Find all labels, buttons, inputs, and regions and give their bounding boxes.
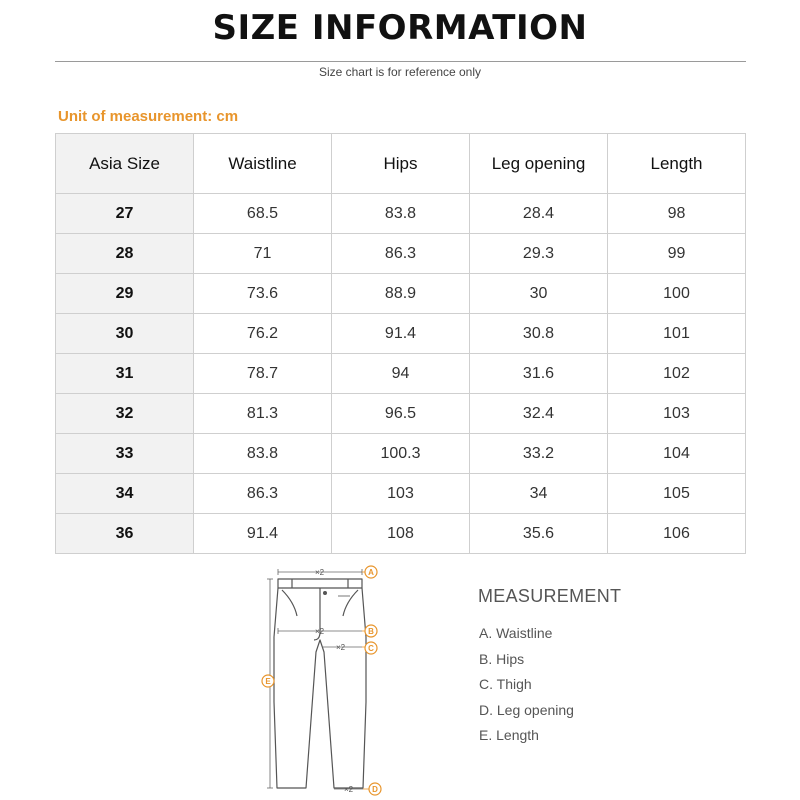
size-cell: 36 <box>56 514 194 554</box>
table-cell: 99 <box>608 234 746 274</box>
table-cell: 103 <box>332 474 470 514</box>
size-table <box>55 133 746 554</box>
table-row <box>56 234 746 274</box>
table-row <box>56 514 746 554</box>
header-hips: Hips <box>332 134 470 194</box>
unit-label: Unit of measurement: cm <box>58 108 239 125</box>
table-row <box>56 354 746 394</box>
header-leg-opening: Leg opening <box>470 134 608 194</box>
table-cell: 86.3 <box>194 474 332 514</box>
measurement-item-thigh: C. Thigh <box>479 676 532 693</box>
table-cell: 78.7 <box>194 354 332 394</box>
size-cell: 32 <box>56 394 194 434</box>
table-cell: 105 <box>608 474 746 514</box>
table-cell: 108 <box>332 514 470 554</box>
table-cell: 76.2 <box>194 314 332 354</box>
table-cell: 102 <box>608 354 746 394</box>
measurement-item-waistline: A. Waistline <box>479 625 553 641</box>
table-cell: 98 <box>608 194 746 234</box>
table-row <box>56 394 746 434</box>
table-cell: 68.5 <box>194 194 332 234</box>
marker-c-icon: C <box>368 644 374 653</box>
table-cell: 73.6 <box>194 274 332 314</box>
measurement-item-hips: B. Hips <box>479 650 525 667</box>
table-cell: 30 <box>470 274 608 314</box>
page-subtitle: Size chart is for reference only <box>318 65 482 79</box>
multiplier-d: ×2 <box>344 785 354 794</box>
multiplier-b: ×2 <box>315 627 325 636</box>
table-cell: 31.6 <box>470 354 608 394</box>
measurement-list <box>479 624 574 752</box>
table-cell: 106 <box>608 514 746 554</box>
table-cell: 35.6 <box>470 514 608 554</box>
table-cell: 104 <box>608 434 746 474</box>
size-cell: 28 <box>56 234 194 274</box>
marker-d-icon: D <box>372 785 378 794</box>
table-cell: 33.2 <box>470 434 608 474</box>
size-cell: 34 <box>56 474 194 514</box>
size-cell: 30 <box>56 314 194 354</box>
table-cell: 29.3 <box>470 234 608 274</box>
table-cell: 71 <box>194 234 332 274</box>
measurement-item-length: E. Length <box>479 727 539 744</box>
pants-outline-icon <box>250 562 390 800</box>
table-cell: 91.4 <box>194 514 332 554</box>
size-cell: 31 <box>56 354 194 394</box>
header-waistline: Waistline <box>194 134 332 194</box>
measurement-title: MEASUREMENT <box>478 586 622 606</box>
multiplier-a: ×2 <box>315 568 325 577</box>
table-header-row <box>56 134 746 194</box>
table-row <box>56 194 746 234</box>
size-cell: 33 <box>56 434 194 474</box>
table-cell: 100 <box>608 274 746 314</box>
table-cell: 28.4 <box>470 194 608 234</box>
table-cell: 96.5 <box>332 394 470 434</box>
table-cell: 101 <box>608 314 746 354</box>
table-row <box>56 314 746 354</box>
size-cell: 29 <box>56 274 194 314</box>
table-cell: 94 <box>332 354 470 394</box>
marker-b-icon: B <box>368 627 374 636</box>
table-cell: 100.3 <box>332 434 470 474</box>
title-divider <box>55 61 746 62</box>
table-cell: 81.3 <box>194 394 332 434</box>
table-cell: 32.4 <box>470 394 608 434</box>
table-cell: 88.9 <box>332 274 470 314</box>
table-cell: 83.8 <box>194 434 332 474</box>
table-row <box>56 274 746 314</box>
table-row <box>56 434 746 474</box>
measurement-item-leg-opening: D. Leg opening <box>479 701 574 718</box>
size-cell: 27 <box>56 194 194 234</box>
table-cell: 86.3 <box>332 234 470 274</box>
table-row <box>56 474 746 514</box>
table-cell: 30.8 <box>470 314 608 354</box>
marker-e-icon: E <box>265 677 271 686</box>
header-length: Length <box>608 134 746 194</box>
table-cell: 34 <box>470 474 608 514</box>
header-asia-size: Asia Size <box>56 134 194 194</box>
marker-a-icon: A <box>368 568 374 577</box>
multiplier-c: ×2 <box>336 643 346 652</box>
table-cell: 91.4 <box>332 314 470 354</box>
table-cell: 103 <box>608 394 746 434</box>
table-cell: 83.8 <box>332 194 470 234</box>
page-title: SIZE INFORMATION <box>212 8 588 48</box>
